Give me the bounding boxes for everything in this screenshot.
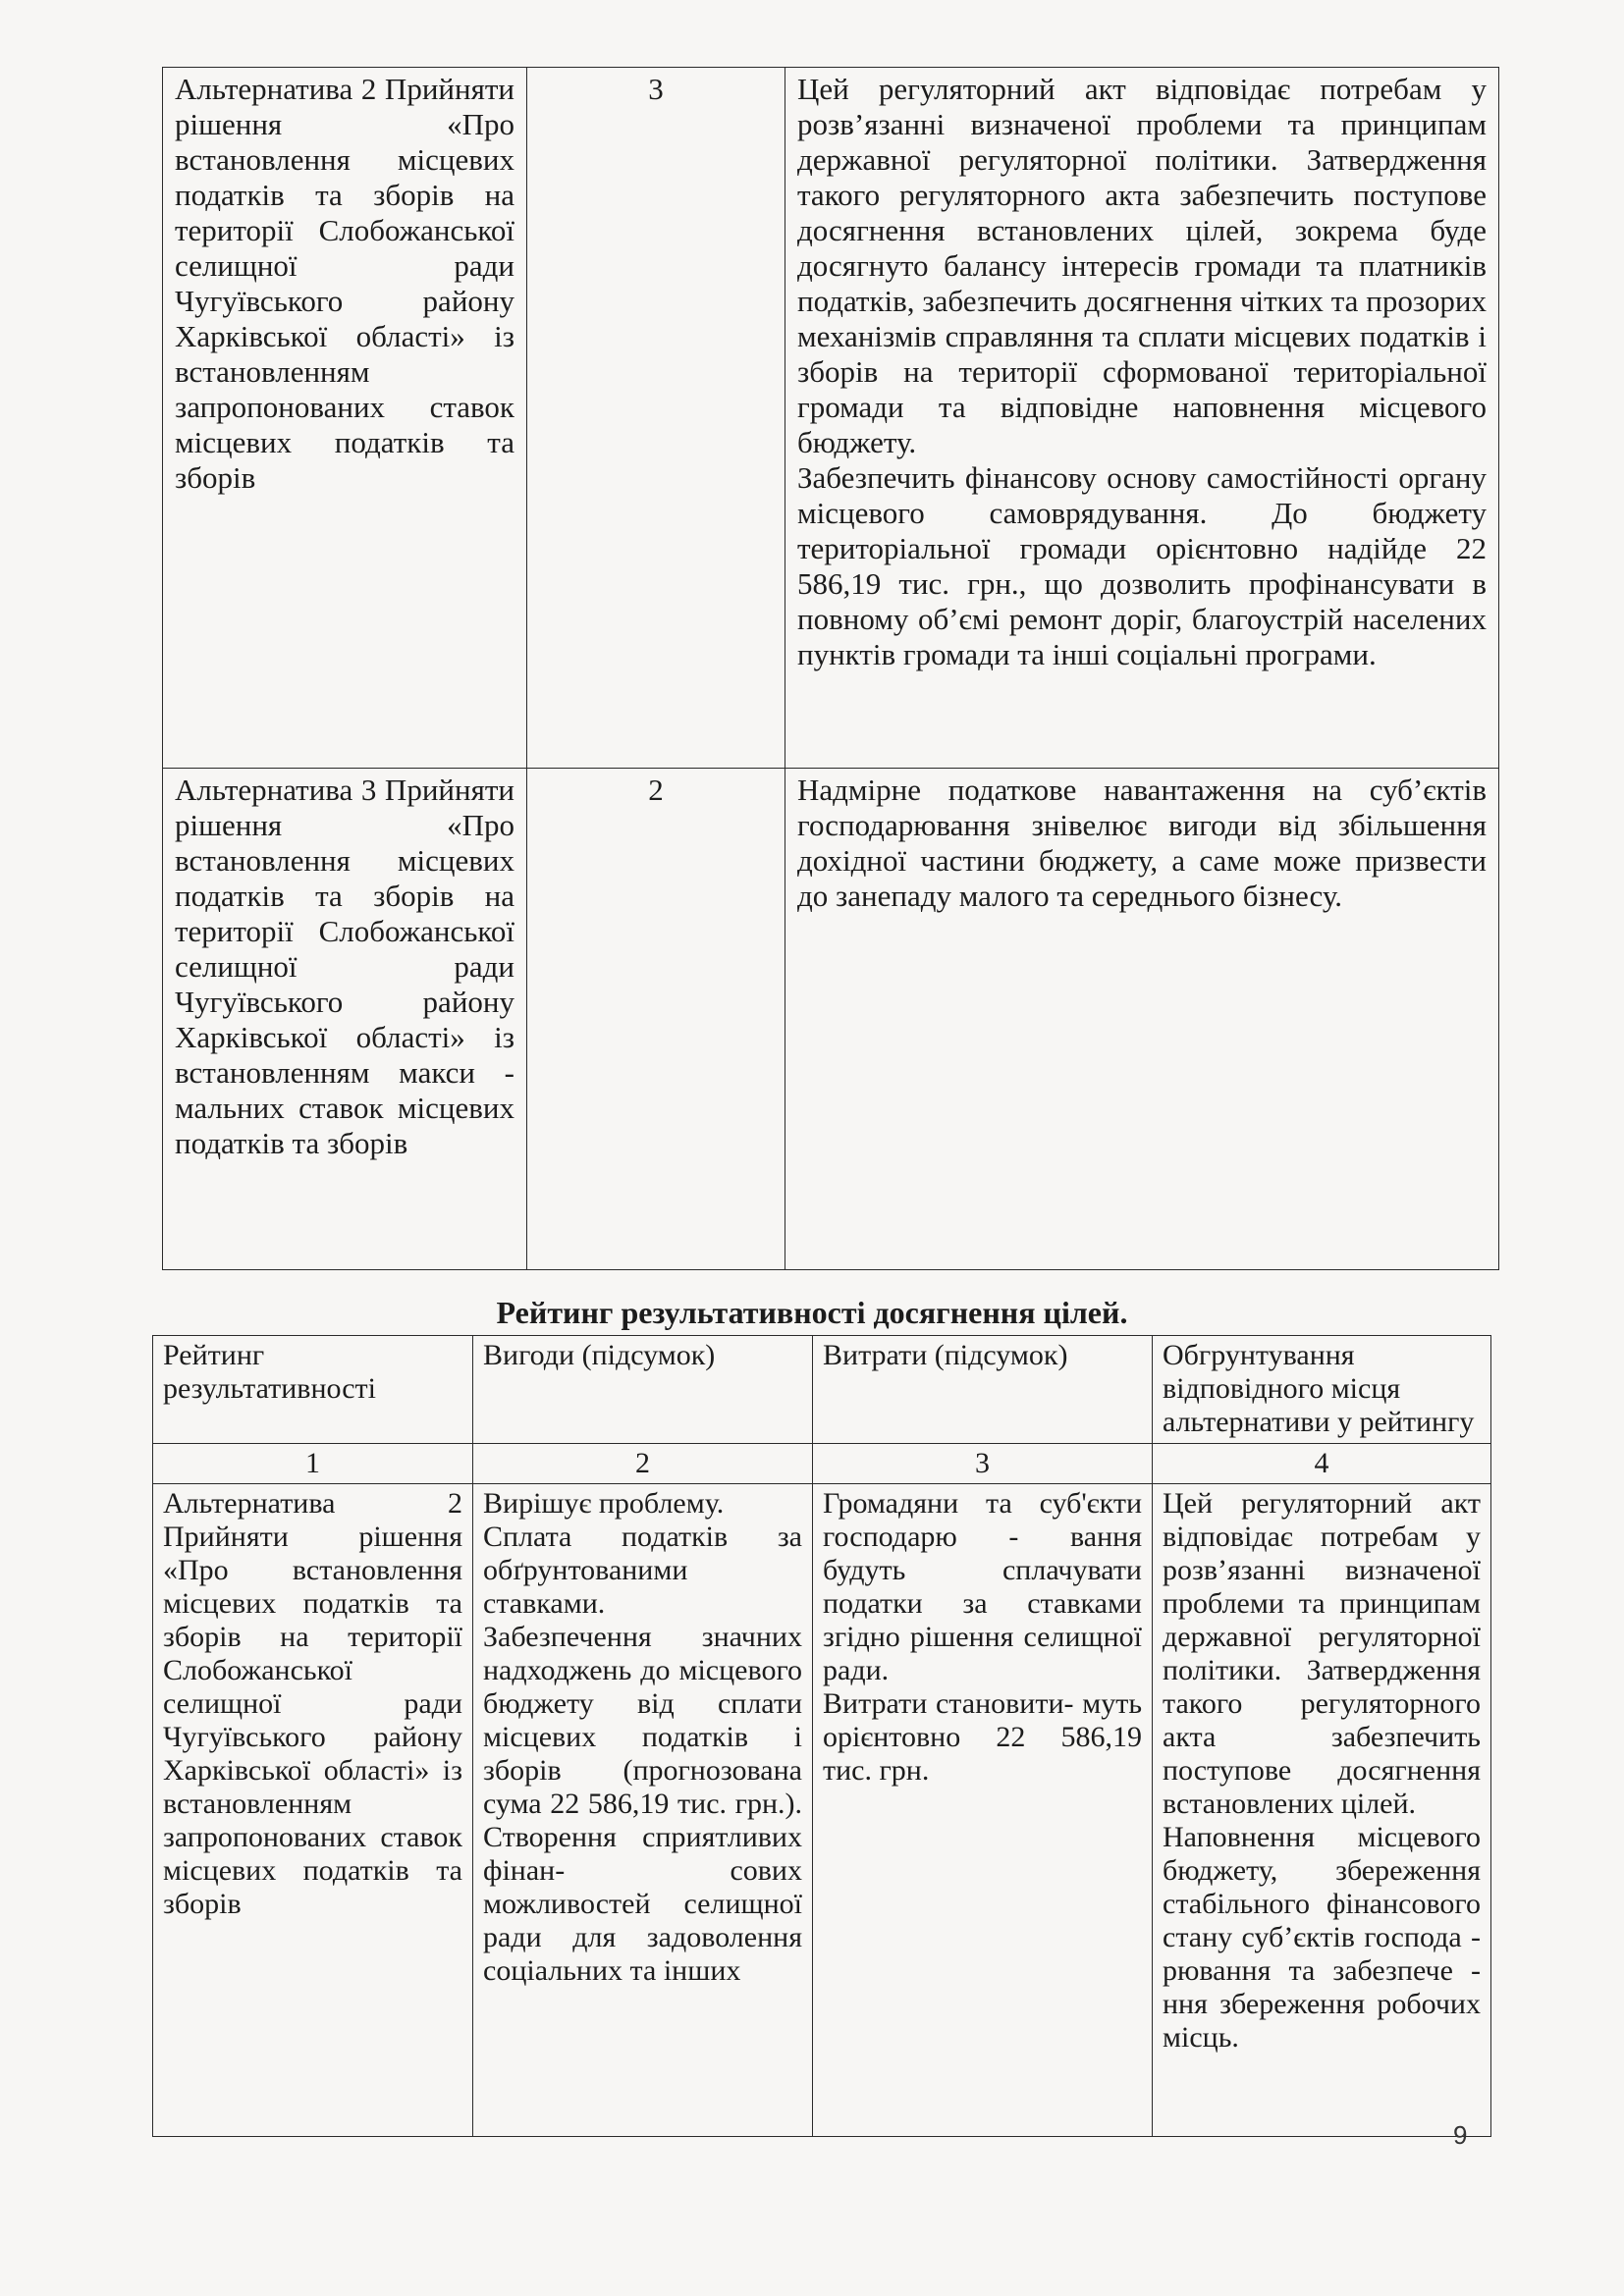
table-row <box>163 769 1499 1270</box>
alternative-text: Альтернатива 3 Прийняти рішення «Про встановлення місцевих податків та зборів на території Слобожанської селищної ради Чугуївського району Харківської області» із встановленням макси - мальних ставок місцевих податків та зборів <box>175 773 514 1160</box>
comment-paragraph: Забезпечить фінансову основу самостійності органу місцевого самоврядування. До бюджету територіальної громади орієнтовно надійде 22 586,19 тис. грн., що дозволить профінансувати в повному об’ємі ремонт доріг, благоустрій населених пунктів громади та інші соціальні програми. <box>797 460 1487 671</box>
column-number: 1 <box>153 1444 473 1484</box>
header-benefits: Вигоди (підсумок) <box>473 1336 813 1444</box>
costs-cell <box>813 1484 1153 2137</box>
header-rating: Рейтинг результативності <box>153 1336 473 1444</box>
column-number-row <box>153 1444 1491 1484</box>
benefits-paragraph: Сплата податків за обґрунтованими ставками. <box>483 1521 802 1620</box>
comment-paragraph: Надмірне податкове навантаження на суб’єктів господарювання знівелює вигоди від збільшення дохідної частини бюджету, а саме може призвести до занепаду малого та середнього бізнесу. <box>797 773 1487 913</box>
alternative-text: Альтернатива 2 Прийняти рішення «Про встановлення місцевих податків та зборів на території Слобожанської селищної ради Чугуївського району Харківської області» із встановленням запропонованих ставок місцевих податків та зборів <box>175 72 514 495</box>
alternative-cell <box>163 769 527 1270</box>
header-justification: Обгрунтування відповідного місця альтернативи у рейтингу <box>1153 1336 1491 1444</box>
justification-cell <box>1153 1484 1491 2137</box>
benefits-paragraph: Забезпечення значних надходжень до місцевого бюджету від сплати місцевих податків і зборів (прогнозована сума 22 586,19 тис. грн.). Створення сприятливих фінан- сових можливостей селищної ради для задоволення соціальних та інших <box>483 1621 802 1987</box>
column-number: 3 <box>813 1444 1153 1484</box>
alternatives-score-table <box>162 67 1499 1270</box>
table-row <box>153 1484 1491 2137</box>
column-number: 4 <box>1153 1444 1491 1484</box>
benefits-cell <box>473 1484 813 2137</box>
table-row <box>163 68 1499 769</box>
alternative-cell <box>163 68 527 769</box>
score-value: 3 <box>648 72 664 106</box>
costs-paragraph: Громадяни та суб'єкти господарю - вання будуть сплачувати податки за ставками згідно рішення селищної ради. <box>823 1487 1142 1686</box>
costs-paragraph: Витрати становити- муть орієнтовно 22 586,19 тис. грн. <box>823 1687 1142 1787</box>
header-costs: Витрати (підсумок) <box>813 1336 1153 1444</box>
comment-cell <box>785 769 1499 1270</box>
justification-paragraph: Наповнення місцевого бюджету, збереження стабільного фінансового стану суб’єктів господа - рювання та забезпече - ння збереження робочих місць. <box>1163 1821 1481 2054</box>
page-number: 9 <box>1453 2120 1468 2150</box>
comment-paragraph: Цей регуляторний акт відповідає потребам у розв’язанні визначеної проблеми та принципам державної регуляторної політики. Затвердження такого регуляторного акта забезпечить поступове досягнення встановлених цілей, зокрема буде досягнуто балансу інтересів громади та платників податків, забезпечить досягнення чітких та прозорих механізмів справляння та сплати місцевих податків і зборів на території сформованої територіальної громади та відповідне наповнення місцевого бюджету. <box>797 72 1487 459</box>
column-number: 2 <box>473 1444 813 1484</box>
rating-cell <box>153 1484 473 2137</box>
section-heading: Рейтинг результативності досягнення цілей. <box>496 1295 1128 1330</box>
score-cell <box>527 68 785 769</box>
benefits-paragraph: Вирішує проблему. <box>483 1487 725 1520</box>
rating-table <box>152 1335 1491 2137</box>
alternative-text: Альтернатива 2 Прийняти рішення «Про встановлення місцевих податків та зборів на території Слобожанської селищної ради Чугуївського району Харківської області» із встановленням запропонованих ставок місцевих податків та зборів <box>163 1487 462 1920</box>
comment-cell <box>785 68 1499 769</box>
justification-paragraph: Цей регуляторний акт відповідає потребам у розв’язанні визначеної проблеми та принципам державної регуляторної політики. Затвердження такого регуляторного акта забезпечить поступове досягнення встановлених цілей. <box>1163 1487 1481 1820</box>
table-header-row <box>153 1336 1491 1444</box>
score-value: 2 <box>648 773 664 807</box>
score-cell <box>527 769 785 1270</box>
